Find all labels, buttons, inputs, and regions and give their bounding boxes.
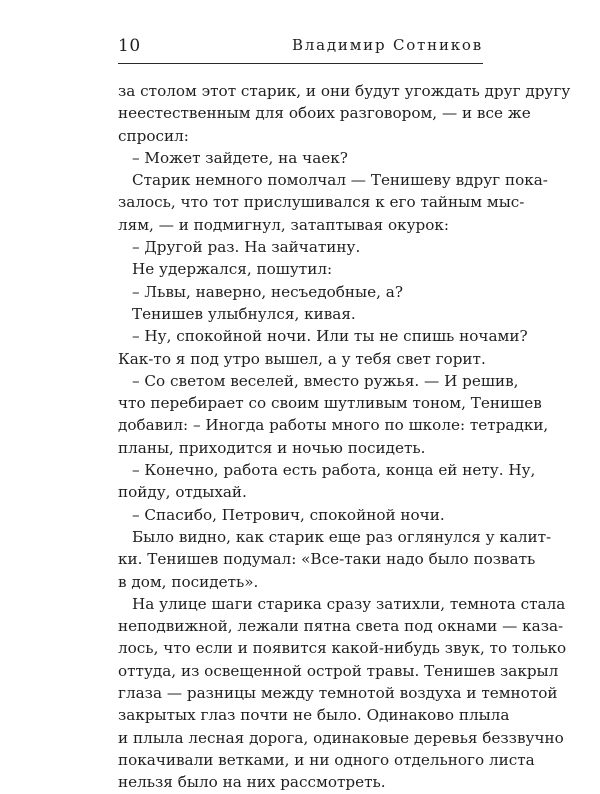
text-line: закрытых глаз почти не было. Одинаково плыла [118,706,510,725]
text-line: неестественным для обоих разговором, — и все же [118,104,531,123]
text-line: нельзя было на них рассмотреть. [118,773,386,792]
text-line: лось, что если и появится какой-нибудь звук, то только [118,639,567,658]
text-line: в дом, посидеть». [118,572,259,591]
text-line: покачивали ветками, и ни одного отдельного листа [118,750,535,769]
text-line: планы, приходится и ночью посидеть. [118,438,426,457]
text-line: глаза — разницы между темнотой воздуха и темнотой [118,684,558,703]
text-line: что перебирает со своим шутливым тоном, Тенишев [118,394,542,413]
text-line: пойду, отдыхай. [118,483,247,502]
text-line: – Ну, спокойной ночи. Или ты не спишь ночами? [132,327,528,346]
running-head-author: Владимир Сотников [291,36,483,54]
text-line: за столом этот старик, и они будут угождать друг другу [118,82,571,100]
page-number: 10 [118,36,141,56]
text-line: и плыла лесная дорога, одинаковые деревья беззвучно [118,728,564,747]
text-line: – Со светом веселей, вместо ружья. — И решив, [132,371,519,390]
page-header [118,36,483,60]
text-line: Было видно, как старик еще раз оглянулся у калит- [132,527,552,546]
text-line: На улице шаги старика сразу затихли, темнота стала [132,594,566,613]
text-line: спросил: [118,126,189,145]
text-line: – Другой раз. На зайчатину. [132,238,361,257]
text-line: неподвижной, лежали пятна света под окнами — каза- [118,617,564,636]
text-line: Старик немного помолчал — Тенишеву вдруг пока- [132,171,548,190]
text-line: – Конечно, работа есть работа, конца ей нету. Ну, [132,461,536,480]
text-line: – Львы, наверно, несъедобные, а? [132,282,403,301]
text-line: оттуда, из освещенной острой травы. Тенишев закрыл [118,661,559,680]
text-line: Тенишев улыбнулся, кивая. [132,304,356,323]
text-line: добавил: – Иногда работы много по школе: тетрадки, [118,416,549,435]
text-line: залось, что тот прислушивался к его тайным мыс- [118,193,525,212]
text-line: Как-то я под утро вышел, а у тебя свет горит. [118,349,486,368]
text-line: – Может зайдете, на чаек? [132,148,348,167]
text-line: ки. Тенишев подумал: «Все-таки надо было позвать [118,550,536,569]
body-text [118,80,571,794]
text-line: Не удержался, пошутил: [132,260,333,279]
header-rule [118,63,483,64]
text-line: лям, — и подмигнул, затаптывая окурок: [118,215,450,234]
text-line: – Спасибо, Петрович, спокойной ночи. [132,505,445,524]
